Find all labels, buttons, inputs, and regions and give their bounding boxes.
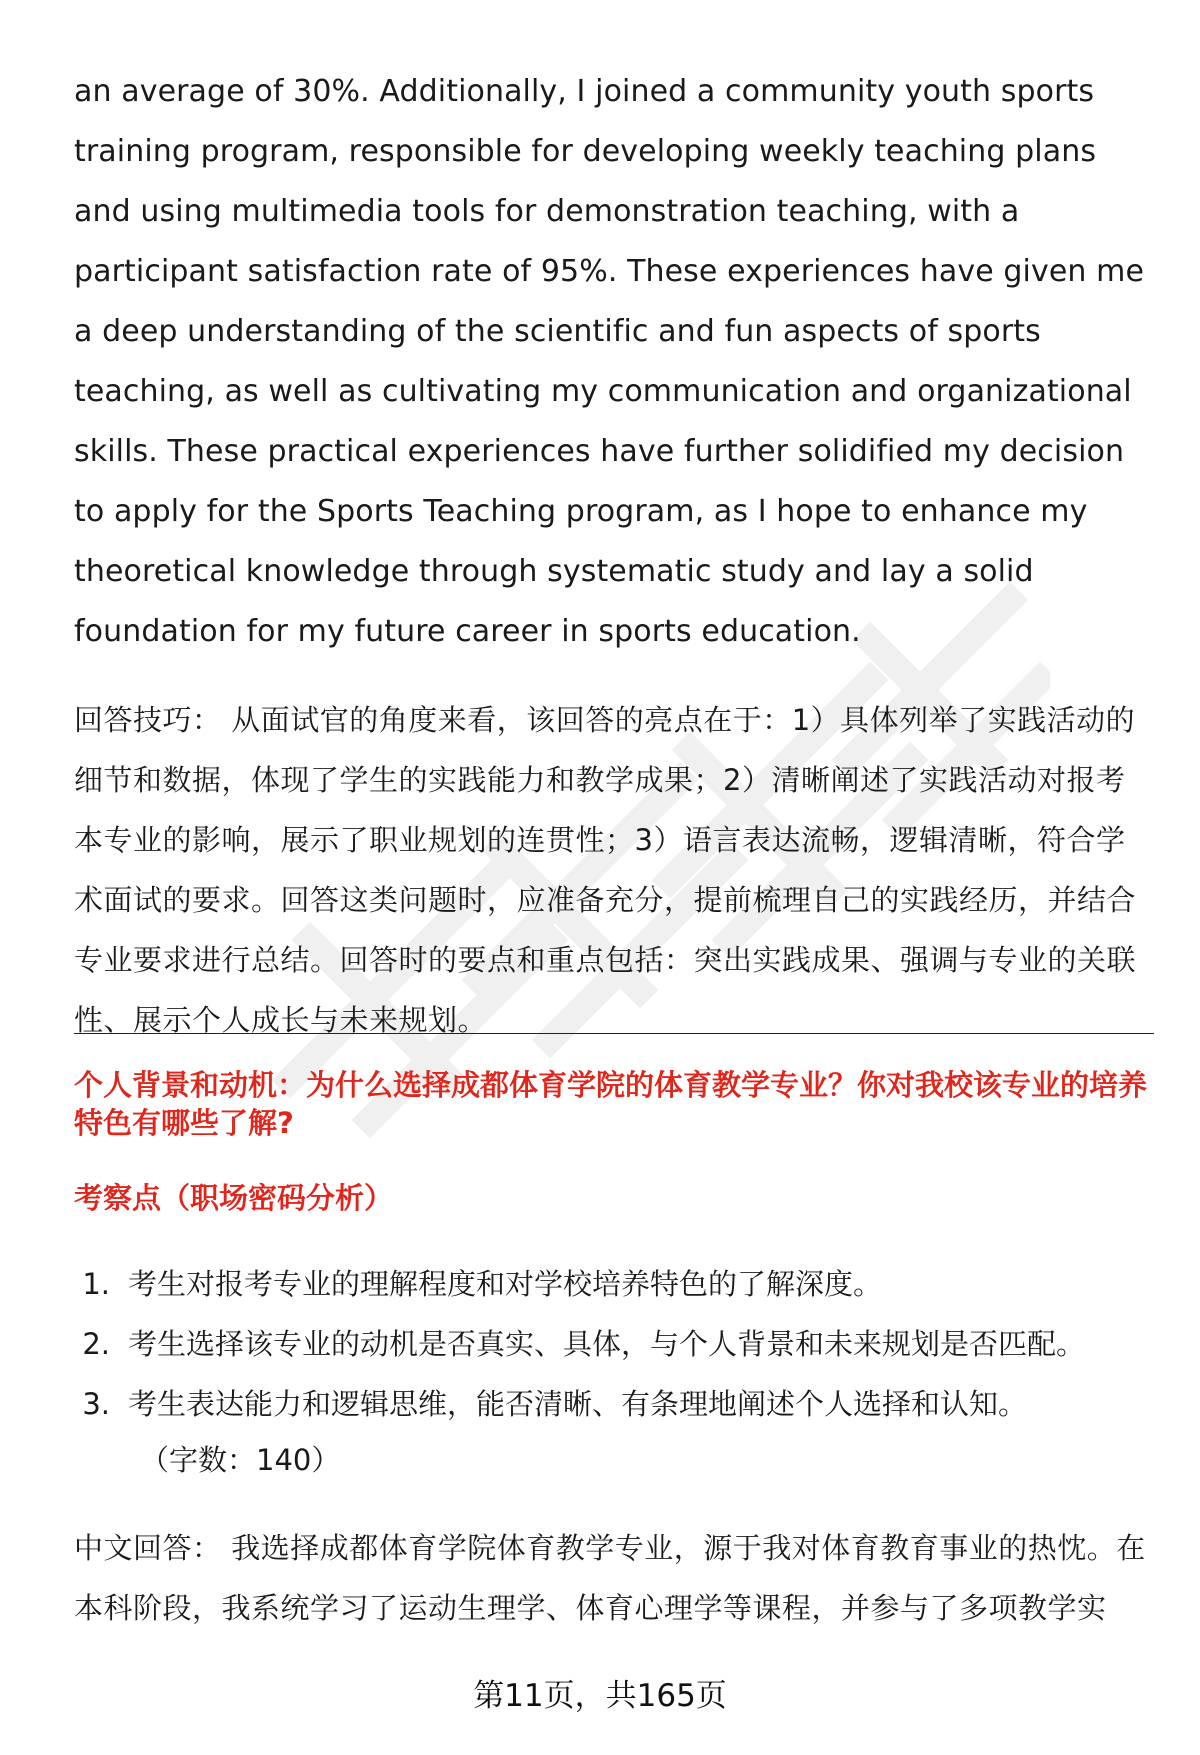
list-item: [74, 1314, 1154, 1374]
answer-tips-label: 回答技巧：: [74, 703, 222, 737]
content-area: [74, 62, 1154, 1050]
page-number-footer: 第11页，共165页: [473, 1678, 727, 1714]
list-item-text: 考生对报考专业的理解程度和对学校培养特色的了解深度。: [128, 1267, 883, 1301]
list-item: [74, 1374, 1154, 1434]
english-answer-paragraph: an average of 30%. Additionally, I joined a community youth sports training program, responsible for developing weekly teaching plans and using multimedia tools for demonstration teaching, with a participant satisfaction rate of 95%. These experiences have given me a deep understanding of the scientific and fun aspects of sports teaching, as well as cultivating my communication and organizational skills. These practical experiences have further solidified my decision to apply for the Sports Teaching program, as I hope to enhance my theoretical knowledge through systematic study and lay a solid foundation for my future career in sports education.: [74, 74, 1145, 649]
list-item-text: 考生选择该专业的动机是否真实、具体，与个人背景和未来规划是否匹配。: [128, 1327, 1086, 1361]
list-item-number: 1.: [82, 1267, 110, 1301]
list-item-number: 3.: [82, 1387, 110, 1421]
chinese-answer-text: 我选择成都体育学院体育教学专业，源于我对体育教育事业的热忱。在本科阶段，我系统学习了运动生理学、体育心理学等课程，并参与了多项教学实: [74, 1531, 1146, 1625]
word-count: （字数：140）: [140, 1443, 341, 1477]
list-item-text: 考生表达能力和逻辑思维，能否清晰、有条理地阐述个人选择和认知。: [128, 1387, 1028, 1421]
list-item: [74, 1254, 1154, 1314]
answer-tips-text: 从面试官的角度来看，该回答的亮点在于：1）具体列举了实践活动的细节和数据，体现了学生的实践能力和教学成果；2）清晰阐述了实践活动对报考本专业的影响，展示了职业规划的连贯性；3）语言表达流畅，逻辑清晰，符合学术面试的要求。回答这类问题时，应准备充分，提前梳理自己的实践经历，并结合专业要求进行总结。回答时的要点和重点包括：突出实践成果、强调与专业的关联性、展示个人成长与未来规划。: [74, 703, 1137, 1037]
list-item-number: 2.: [82, 1327, 110, 1361]
exam-points-title: 考察点（职场密码分析）: [74, 1181, 394, 1215]
chinese-answer-paragraph: [74, 1518, 1154, 1638]
question-heading: 个人背景和动机：为什么选择成都体育学院的体育教学专业？你对我校该专业的培养特色有哪些了解?: [74, 1068, 1148, 1140]
chinese-answer-label: 中文回答：: [74, 1531, 222, 1565]
exam-points-list: [74, 1254, 1154, 1434]
answer-tips-paragraph: [74, 690, 1154, 1050]
